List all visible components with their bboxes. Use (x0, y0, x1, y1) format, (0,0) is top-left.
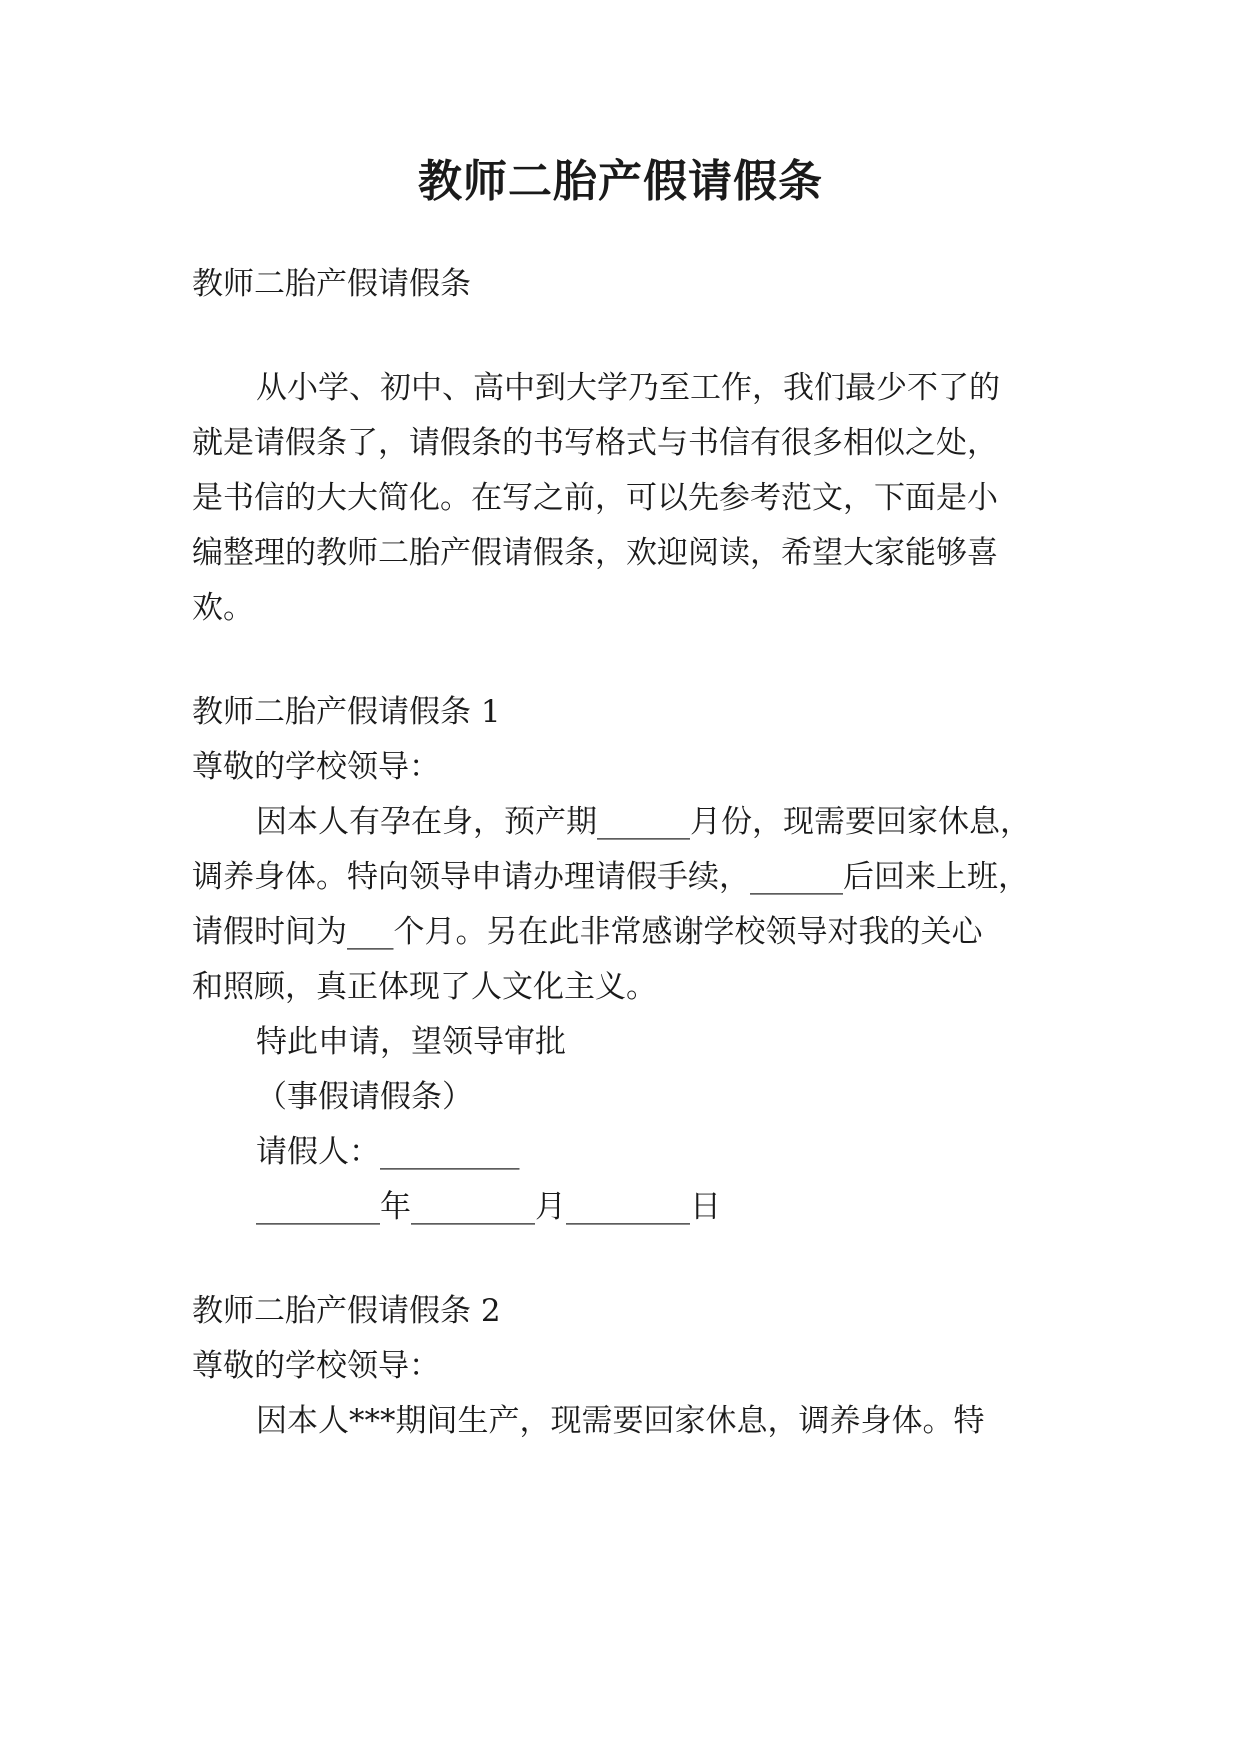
intro-line-3: 是书信的大大简化。在写之前，可以先参考范文，下面是小 (192, 480, 998, 516)
sample1-body-line-4: 和照顾，真正体现了人文化主义。 (192, 969, 657, 1005)
intro-line-5: 欢。 (192, 590, 254, 626)
intro-line-2: 就是请假条了，请假条的书写格式与书信有很多相似之处， (192, 425, 998, 461)
intro-line-4: 编整理的教师二胎产假请假条，欢迎阅读，希望大家能够喜 (192, 535, 998, 571)
sample1-applicant: 请假人：_________ (256, 1134, 520, 1170)
sample1-date: ________年________月________日 (256, 1189, 721, 1225)
intro-line-1: 从小学、初中、高中到大学乃至工作，我们最少不了的 (256, 370, 1000, 406)
sample2-heading: 教师二胎产假请假条 2 (192, 1293, 501, 1329)
sample1-salutation: 尊敬的学校领导： (192, 749, 440, 785)
sample1-note: （事假请假条） (256, 1079, 473, 1115)
sample1-heading: 教师二胎产假请假条 1 (192, 694, 501, 730)
sample1-body-line-2: 调养身体。特向领导申请办理请假手续，______后回来上班， (192, 859, 1029, 895)
document-title: 教师二胎产假请假条 (418, 156, 823, 207)
sample2-salutation: 尊敬的学校领导： (192, 1348, 440, 1384)
sample1-body-line-3: 请假时间为___个月。另在此非常感谢学校领导对我的关心 (192, 914, 983, 950)
sample2-body-line-1: 因本人***期间生产，现需要回家休息，调养身体。特 (256, 1403, 985, 1439)
sample1-body-line-1: 因本人有孕在身，预产期______月份，现需要回家休息， (256, 804, 1031, 840)
sample1-closing: 特此申请，望领导审批 (256, 1024, 566, 1060)
document-subtitle: 教师二胎产假请假条 (192, 266, 471, 302)
